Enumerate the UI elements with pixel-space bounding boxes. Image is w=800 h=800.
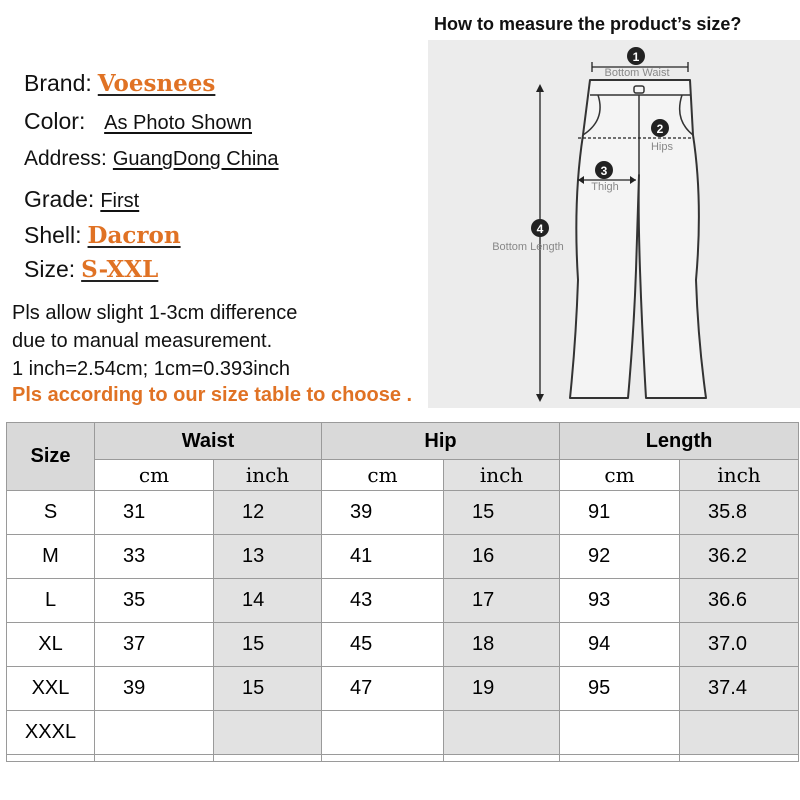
length-inch-cell: 36.2	[680, 535, 799, 579]
brand-value: Voesnees	[97, 70, 216, 97]
hip-inch-cell: 17	[444, 579, 560, 623]
size-label: Size:	[24, 256, 76, 282]
length-cm-cell: 95	[560, 667, 680, 711]
waist-group-header: Waist	[95, 423, 322, 460]
hip-inch-cell: 18	[444, 623, 560, 667]
size-cell: M	[7, 535, 95, 579]
table-filler-row	[7, 755, 799, 762]
table-row	[7, 491, 799, 535]
shell-label: Shell:	[24, 222, 82, 248]
size-cell: L	[7, 579, 95, 623]
hip-inch-cell: 19	[444, 667, 560, 711]
hip-inch-cell: 16	[444, 535, 560, 579]
waist-inch-cell: 13	[214, 535, 322, 579]
hip-inch-cell	[444, 711, 560, 755]
waist-cm-cell: 37	[95, 623, 214, 667]
table-row	[7, 535, 799, 579]
length-cm-cell: 92	[560, 535, 680, 579]
length-inch-cell: 37.0	[680, 623, 799, 667]
length-group-header: Length	[560, 423, 799, 460]
hips-label: Hips	[650, 141, 674, 153]
size-value: S-XXL	[81, 256, 159, 283]
length-cm-header: cm	[560, 460, 680, 491]
waist-inch-header: inch	[214, 460, 322, 491]
hip-cm-header: cm	[322, 460, 444, 491]
grade-row	[24, 186, 139, 213]
thigh-label: Thigh	[591, 181, 619, 193]
color-label: Color:	[24, 108, 86, 134]
grade-value: First	[100, 190, 140, 212]
hip-group-header: Hip	[322, 423, 560, 460]
hip-cm-cell: 39	[322, 491, 444, 535]
waist-inch-cell: 15	[214, 623, 322, 667]
address-row	[24, 147, 279, 171]
measure-bottom-length	[492, 84, 564, 402]
waist-cm-cell: 31	[95, 491, 214, 535]
waist-inch-cell: 15	[214, 667, 322, 711]
waist-inch-cell: 14	[214, 579, 322, 623]
waist-inch-cell	[214, 711, 322, 755]
length-inch-cell: 35.8	[680, 491, 799, 535]
note-line-1: Pls allow slight 1-3cm difference	[12, 302, 298, 324]
hip-inch-header: inch	[444, 460, 560, 491]
bottom-length-label: Bottom Length	[492, 241, 564, 253]
shell-value: Dacron	[87, 222, 181, 249]
measure-bottom-waist	[592, 47, 688, 79]
brand-row	[24, 70, 215, 97]
color-row	[24, 108, 252, 135]
size-cell: XXXL	[7, 711, 95, 755]
table-row	[7, 623, 799, 667]
hip-cm-cell: 41	[322, 535, 444, 579]
length-inch-cell: 37.4	[680, 667, 799, 711]
pants-diagram	[428, 40, 800, 408]
hip-inch-cell: 15	[444, 491, 560, 535]
grade-label: Grade:	[24, 186, 95, 212]
size-cell: XL	[7, 623, 95, 667]
size-column-header: Size	[7, 423, 95, 491]
length-cm-cell: 91	[560, 491, 680, 535]
waist-inch-cell: 12	[214, 491, 322, 535]
size-cell: XXL	[7, 667, 95, 711]
marker-2-number: 2	[656, 122, 664, 136]
waist-cm-cell: 33	[95, 535, 214, 579]
marker-3-number: 3	[600, 164, 608, 178]
length-cm-cell	[560, 711, 680, 755]
waist-cm-cell	[95, 711, 214, 755]
hip-cm-cell	[322, 711, 444, 755]
size-cell: S	[7, 491, 95, 535]
address-value: GuangDong China	[112, 148, 279, 170]
shell-row	[24, 222, 181, 249]
marker-4-number: 4	[536, 222, 544, 236]
brand-label: Brand:	[24, 70, 92, 96]
measure-title: How to measure the product’s size?	[434, 14, 742, 34]
size-table	[6, 422, 799, 762]
bottom-waist-label: Bottom Waist	[604, 67, 670, 79]
marker-1-number: 1	[632, 50, 640, 64]
length-inch-cell: 36.6	[680, 579, 799, 623]
hip-cm-cell: 47	[322, 667, 444, 711]
table-row	[7, 579, 799, 623]
waist-cm-cell: 35	[95, 579, 214, 623]
waist-cm-cell: 39	[95, 667, 214, 711]
length-cm-cell: 94	[560, 623, 680, 667]
size-row	[24, 256, 158, 283]
note-line-2: due to manual measurement.	[12, 330, 273, 352]
hip-cm-cell: 43	[322, 579, 444, 623]
hip-cm-cell: 45	[322, 623, 444, 667]
note-line-4: Pls according to our size table to choose .	[12, 384, 413, 406]
length-cm-cell: 93	[560, 579, 680, 623]
note-line-3: 1 inch=2.54cm; 1cm=0.393inch	[12, 358, 290, 380]
table-row	[7, 711, 799, 755]
waist-cm-header: cm	[95, 460, 214, 491]
length-inch-cell	[680, 711, 799, 755]
color-value: As Photo Shown	[104, 112, 253, 134]
table-row	[7, 667, 799, 711]
length-inch-header: inch	[680, 460, 799, 491]
address-label: Address:	[24, 147, 107, 170]
